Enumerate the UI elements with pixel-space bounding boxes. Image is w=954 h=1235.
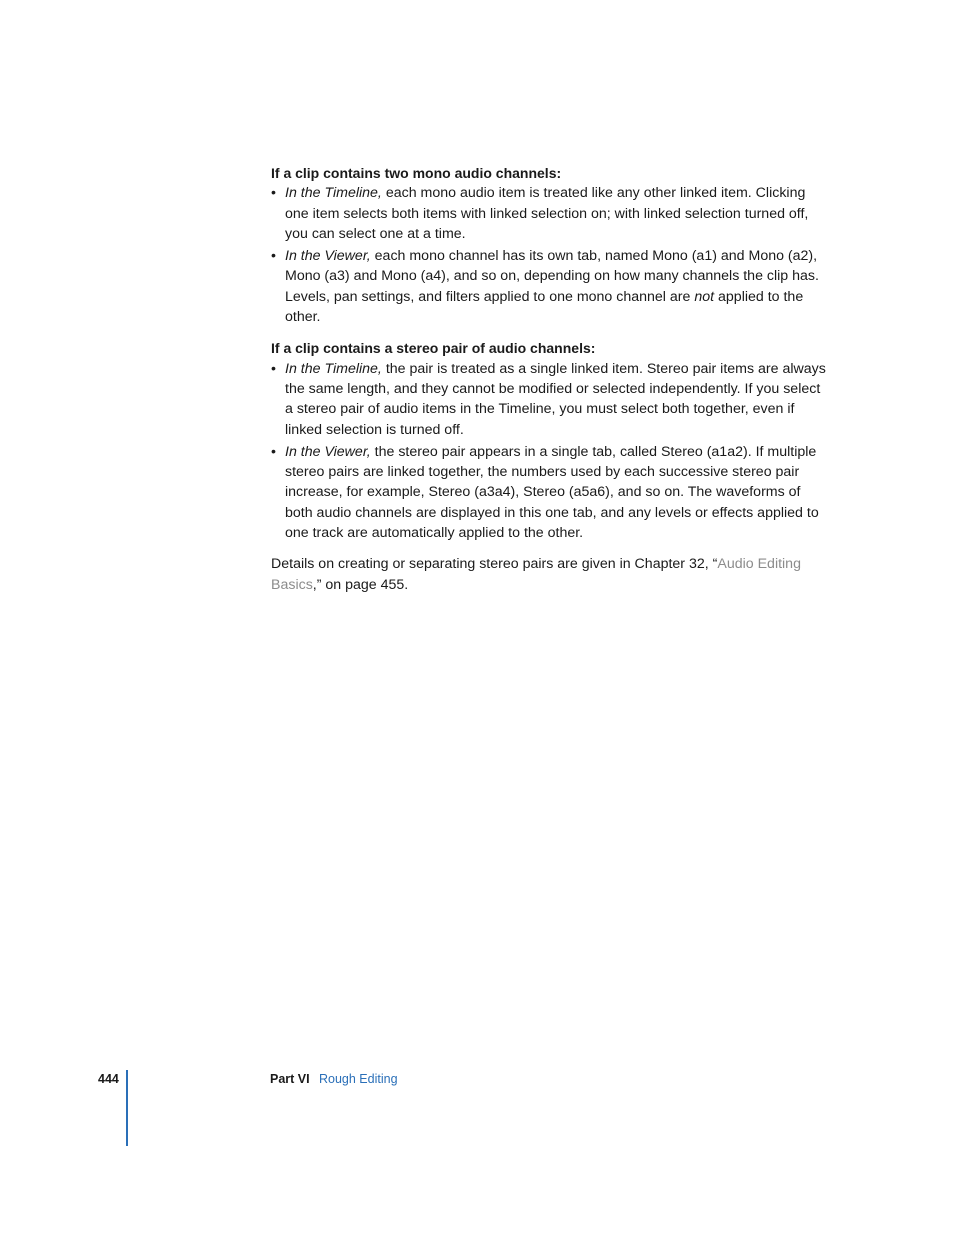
page-number: 444: [98, 1072, 119, 1086]
bullet-lead: In the Timeline,: [285, 185, 382, 202]
section-heading-mono: If a clip contains two mono audio channels:: [271, 165, 562, 181]
bullet-icon: •: [271, 360, 276, 377]
bullet-lead: In the Viewer,: [285, 443, 371, 460]
mono-bullet-list: [271, 183, 831, 327]
bullet-lead: In the Timeline,: [285, 360, 382, 377]
bullet-text: each mono channel has its own tab, named Mono (a1) and Mono (a2), Mono (a3) and Mono (a4), and so on, depending on how many channels the clip has. Levels, pan settings, and filters applied to one mono channel are: [285, 248, 819, 305]
bullet-text: the stereo pair appears in a single tab, called Stereo (a1a2). If multiple stereo pairs are linked together, the numbers used by each successive stereo pair increase, for example, Stereo (a3a4), Stereo (a5a6), and so on. The waveforms of both audio channels are displayed in this one tab, and any levels or effects applied to one track are automatically applied to the other.: [285, 443, 819, 542]
details-text: Details on creating or separating stereo pairs are given in Chapter 32, “: [271, 556, 718, 573]
list-item: [271, 359, 831, 440]
bullet-icon: •: [271, 443, 276, 460]
chapter-link[interactable]: Audio Editing Basics: [271, 556, 801, 593]
footer-part-label: Part VI: [270, 1072, 310, 1086]
list-item: [271, 442, 831, 543]
bullet-lead: In the Viewer,: [285, 248, 371, 265]
bullet-text: each mono audio item is treated like any other linked item. Clicking one item selects both items with linked selection on; with linked selection turned off, you can select one at a time.: [285, 185, 809, 242]
footer-chapter-title: Rough Editing: [319, 1072, 398, 1086]
footer-divider: [126, 1070, 128, 1146]
bullet-text: applied to the other.: [285, 288, 804, 326]
page-body: [271, 163, 831, 595]
bullet-text: the pair is treated as a single linked item. Stereo pair items are always the same length, and they cannot be modified or selected independently. If you select a stereo pair of audio items in the Timeline, you must select both together, even if linked selection is turned off.: [285, 360, 826, 438]
details-paragraph: [271, 554, 831, 595]
list-item: [271, 183, 831, 244]
details-text: ,” on page 455.: [312, 576, 409, 593]
list-item: [271, 246, 831, 327]
section-heading-stereo: If a clip contains a stereo pair of audio channels:: [271, 340, 596, 357]
stereo-bullet-list: [271, 359, 831, 544]
bullet-icon: •: [271, 248, 276, 265]
bullet-emphasis: not: [694, 288, 715, 305]
bullet-icon: •: [271, 185, 276, 202]
